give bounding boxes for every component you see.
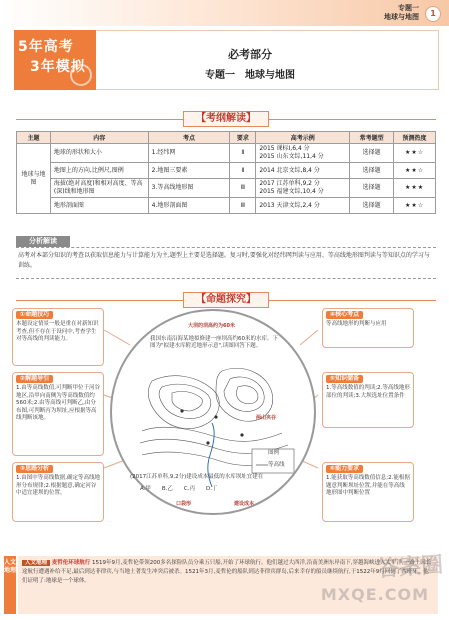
logo-line1: 5年高考 bbox=[18, 39, 74, 55]
trivia-title: 麦哲伦环球航行 bbox=[51, 560, 91, 566]
exploration-heading-text: 【命题探究】 bbox=[183, 292, 269, 308]
callout-dam-height: 大坝的坝高约为60米 bbox=[188, 323, 235, 329]
banner-subtitle: 专题一 地球与地图 bbox=[205, 70, 295, 81]
theme-cell: 地球与地图 bbox=[17, 144, 51, 214]
watermark-logo: 答案圈 bbox=[376, 552, 444, 583]
content-cell: 地球的形状和大小 bbox=[50, 144, 148, 163]
header-chapter: 专题一 bbox=[398, 4, 419, 12]
outline-heading-text: 【考纲解读】 bbox=[183, 111, 269, 127]
level-cell: Ⅱ bbox=[230, 144, 256, 163]
col-header: 内容 bbox=[50, 132, 148, 144]
type-cell: 选择题 bbox=[350, 179, 394, 198]
card-command-skill bbox=[12, 308, 104, 366]
card-tag: ②解题导引 bbox=[16, 375, 53, 383]
examples-cell: 2015 课标Ⅰ,6,4 分 2015 山东文综,11,4 分 bbox=[256, 144, 350, 163]
level-cell: Ⅲ bbox=[230, 179, 256, 198]
callout-pocket-shape: 口袋形 bbox=[176, 501, 192, 507]
point-cell: 3.等高线地形图 bbox=[148, 179, 230, 198]
card-text: 1.由等高线数值,可判断甲位于河谷地区,沿甲向南侧为等高线数值约560米;2.由等高线可判断乙,由分布图,可判断丙为坝址,应根据等高线判断该地。 bbox=[16, 385, 100, 421]
col-header: 预测热度 bbox=[394, 132, 436, 144]
level-cell: Ⅲ bbox=[230, 198, 256, 214]
analysis-text: 高考对本部分知识的考查以获取信息能力与计算能力为主,题型上主要是选择题。复习时,要强化对经纬网判读与应用、等高线地形图判读与等知识点的学习与训练。 bbox=[16, 247, 436, 279]
question-stem: (2017江苏单科,9,2分)建设成本最低的水库坝址宜建在 bbox=[130, 474, 264, 480]
examples-cell: 2017 江苏单科,9,2 分 2015 福建文综,10,4 分 bbox=[256, 179, 350, 198]
question-intro: 我国东南沿海某地拟修建一座坝高约60米的水库。下图为"拟建水库附近地形示意",读图回答下题。 bbox=[150, 336, 279, 349]
card-tag: ①命题技巧 bbox=[16, 311, 53, 319]
banner-title: 必考部分 bbox=[228, 48, 272, 61]
contour-line bbox=[224, 377, 264, 411]
content-cell: 地形剖面图 bbox=[50, 198, 148, 214]
point-cell: 2.地图三要素 bbox=[148, 163, 230, 179]
callout-valley: 两山夹谷 bbox=[256, 415, 277, 421]
examples-cell: 2013 天津文综,2,4 分 bbox=[256, 198, 350, 214]
col-header: 要求 bbox=[230, 132, 256, 144]
card-text: 1.能获取等高线数值信息;2.能根据题意判断坝址位置,并能在等高线地形图中判断位置 bbox=[326, 475, 410, 496]
level-cell: Ⅱ bbox=[230, 163, 256, 179]
card-knowledge bbox=[322, 372, 414, 428]
card-solving-guide bbox=[12, 372, 104, 456]
heat-cell: ★★☆ bbox=[394, 144, 436, 163]
type-cell: 选择题 bbox=[350, 144, 394, 163]
col-header: 主题 bbox=[17, 132, 51, 144]
content-cell: 海拔(绝对高度)和相对高度、等高(深)线和地形图 bbox=[50, 179, 148, 198]
card-text: 等高线地形的判断与应用 bbox=[326, 321, 387, 327]
card-text: 1.等高线数值的判读;2.等高线地形部位的判读;3.大坝选址位置条件 bbox=[326, 385, 410, 399]
heat-cell: ★★☆ bbox=[394, 163, 436, 179]
contour-line bbox=[236, 386, 258, 404]
question-options: A.甲 B.乙 C.丙 D.丁 bbox=[140, 486, 218, 492]
card-tag: ③思路分析 bbox=[16, 465, 53, 473]
header-topic: 地球与地图 bbox=[384, 13, 419, 21]
page-number: 1 bbox=[425, 6, 441, 22]
card-core-point bbox=[322, 308, 414, 348]
location-marker bbox=[214, 415, 217, 418]
callout-cost: 建设成本 bbox=[234, 501, 255, 507]
col-header: 考点 bbox=[148, 132, 230, 144]
card-tag: ⑥能力要求 bbox=[326, 465, 363, 473]
location-marker bbox=[180, 409, 183, 412]
trivia-side-tag bbox=[4, 556, 16, 614]
logo-line2: 3年模拟 bbox=[30, 59, 86, 75]
legend-contour-label: 等高线 bbox=[268, 462, 285, 468]
content-cell: 地图上的方向,比例尺,图例 bbox=[50, 163, 148, 179]
card-ability bbox=[322, 462, 414, 522]
point-cell: 1.经纬网 bbox=[148, 144, 230, 163]
watermark-url: MXQE.COM bbox=[320, 585, 429, 604]
trivia-tag: 人文地理 bbox=[22, 560, 50, 566]
examples-cell: 2014 北京文综,8,4 分 bbox=[256, 163, 350, 179]
card-tag: ⑤知识储备 bbox=[326, 375, 363, 383]
type-cell: 选择题 bbox=[350, 163, 394, 179]
card-text: 1.由图中等高线数据,确定等高线地形分布规律;2.根据题意,确定河谷中适宜建坝的位置。 bbox=[16, 475, 100, 496]
contour-line bbox=[172, 391, 202, 411]
heat-cell: ★★★ bbox=[394, 179, 436, 198]
trivia-text: 1519年9月,麦哲伦带领200多名探险队员分乘五只船,开始了环球航行。他们越过大西洋,沿南美洲东岸南下,穿越海峡进入太平洋,一路上因长途航行遭遇补给不足,最后到达菲律宾,与当地土著发生冲突后被杀。1521年3月,麦哲伦的船队到达菲律宾群岛,后来幸存的船员继续航行,于1522年9月回到了西班牙。他们证明了:地球是一个球体。 bbox=[22, 560, 432, 584]
heat-cell: ★★☆ bbox=[394, 198, 436, 214]
location-marker bbox=[240, 433, 243, 436]
type-cell: 选择题 bbox=[350, 198, 394, 214]
card-text: 本题设定情景一般是重在对新知识考查,但不存在于设问中,考查学生对等高线的判读能力。 bbox=[16, 321, 99, 342]
point-cell: 4.地形剖面图 bbox=[148, 198, 230, 214]
col-header: 高考示例 bbox=[256, 132, 350, 144]
location-marker bbox=[206, 441, 209, 444]
trivia-side-text: 人文地理 bbox=[4, 559, 17, 574]
contour-line bbox=[159, 384, 211, 418]
contour-line bbox=[148, 376, 219, 429]
col-header: 常考题型 bbox=[350, 132, 394, 144]
card-thinking-analysis bbox=[12, 462, 104, 522]
legend-title: 图例 bbox=[268, 450, 280, 456]
analysis-tag: 分析解读 bbox=[16, 236, 70, 247]
card-tag: ④核心考点 bbox=[326, 311, 363, 319]
